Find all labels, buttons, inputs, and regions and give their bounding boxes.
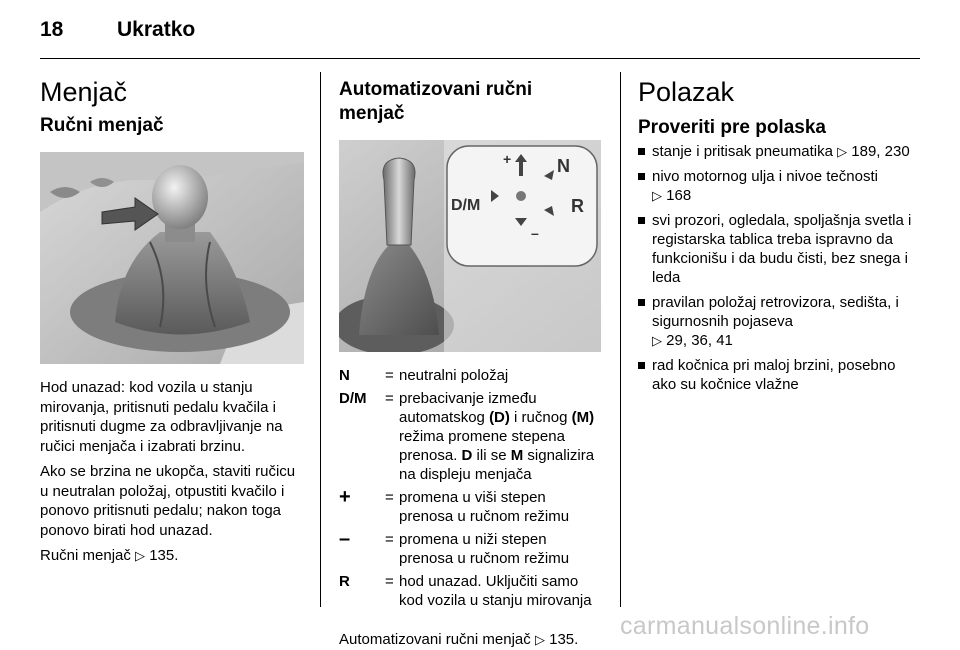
legend-text-part: i ručnog (509, 409, 572, 426)
square-bullet-icon (638, 148, 645, 155)
list-item (638, 167, 923, 205)
cross-reference-page: 135. (549, 631, 579, 648)
legend-key: + (339, 486, 351, 508)
left-column (40, 72, 304, 566)
square-bullet-icon (638, 299, 645, 306)
manual-gearshift-svg (40, 152, 304, 364)
legend-text: neutralni položaj (399, 367, 509, 384)
section-title: Automatizovani ručni menjač (339, 79, 533, 124)
legend-equals: = (385, 531, 394, 548)
image-label-plus: + (503, 151, 512, 167)
square-bullet-icon (638, 173, 645, 180)
list-item-text: rad kočnica pri maloj brzini, posebno ako su kočnice vlažne (652, 357, 896, 393)
list-item-text: pravilan položaj retrovizora, sedišta, i sigurnosnih pojaseva (652, 294, 899, 330)
checklist (638, 142, 923, 394)
list-item (638, 142, 923, 161)
legend-list (339, 366, 601, 614)
page-reference-triangle-icon: ▷ (135, 548, 146, 563)
image-label-dm: D/M (451, 197, 481, 214)
legend-text: promena u viši stepen prenosa u ručnom režimu (399, 489, 570, 525)
list-item-refs: 168 (666, 187, 692, 204)
page-reference-triangle-icon: ▷ (837, 144, 848, 159)
list-item-text: stanje i pritisak pneumatika (652, 143, 833, 160)
column-divider (320, 72, 321, 607)
section-subtitle: Proveriti pre polaska (638, 117, 826, 138)
paragraph: Hod unazad: kod vozila u stanju mirovanja, pritisnuti pedalu kvačila i pritisnuti dugme za odbravljivanje na ručici menjača i izabrati brzinu. (40, 379, 283, 455)
legend-text-part: ili se (472, 447, 511, 464)
cross-reference (40, 546, 304, 566)
column-divider (620, 72, 621, 607)
legend-equals: = (385, 573, 394, 590)
legend-equals: = (385, 390, 394, 407)
automated-gearshift-svg (339, 140, 601, 352)
header-rule (40, 58, 920, 59)
legend-text-bold: M (510, 447, 524, 464)
legend-text-part: signalizira na displeju menjača (399, 447, 595, 483)
legend-text: hod unazad. Uključiti samo kod vozila u stanju mirovanja (399, 573, 592, 609)
manual-gear-shift-illustration (40, 152, 304, 364)
automated-gear-shift-illustration (339, 140, 601, 352)
cross-reference-page: 135. (149, 547, 179, 564)
list-item (638, 356, 923, 394)
legend-text: promena u niži stepen prenosa u ručnom režimu (399, 531, 570, 567)
square-bullet-icon (638, 362, 645, 369)
legend-text-part: režima promene stepena prenosa. (399, 428, 565, 464)
page-reference-triangle-icon: ▷ (652, 188, 662, 203)
list-item (638, 293, 923, 350)
legend-text-bold: D (461, 447, 473, 464)
cross-reference (339, 630, 601, 650)
cross-reference-text: Ručni menjač (40, 547, 131, 564)
image-label-r: R (571, 196, 584, 216)
legend-equals: = (385, 367, 394, 384)
list-item-refs: 189, 230 (851, 143, 910, 160)
section-title: Menjač (40, 77, 128, 107)
chapter-title: Ukratko (117, 18, 196, 41)
legend-text-part: prebacivanje između automatskog (399, 390, 537, 426)
legend-key: – (339, 528, 351, 550)
list-item (638, 211, 923, 287)
image-label-n: N (557, 156, 570, 176)
page-header (0, 0, 960, 60)
legend-equals: = (385, 489, 394, 506)
legend-key: D/M (339, 390, 367, 407)
section-subtitle: Ručni menjač (40, 115, 164, 136)
list-item-refs: 29, 36, 41 (666, 332, 733, 349)
paragraph: Ako se brzina ne ukopča, staviti ručicu u neutralan položaj, otpustiti kvačilo i ponovo pritisnuti pedalu; nakon toga ponovo birati hod unazad. (40, 463, 296, 539)
legend-text-bold: (D) (489, 409, 510, 426)
square-bullet-icon (638, 217, 645, 224)
legend-text (399, 389, 601, 488)
middle-column (339, 72, 601, 650)
legend-key: R (339, 573, 350, 590)
legend-text-bold: (M) (571, 409, 595, 426)
page-reference-triangle-icon: ▷ (534, 632, 545, 647)
watermark: carmanualsonline.info (620, 612, 870, 640)
legend-key: N (339, 367, 350, 384)
page-reference-triangle-icon: ▷ (652, 333, 662, 348)
right-column (638, 72, 923, 400)
cross-reference-text: Automatizovani ručni menjač (339, 631, 531, 648)
list-item-text: svi prozori, ogledala, spoljašnja svetla i registarska tablica treba ispravno da funkcionišu i da budu čisti, bez snega i leda (652, 212, 912, 286)
section-title: Polazak (638, 77, 735, 107)
list-item-text: nivo motornog ulja i nivoe tečnosti (652, 168, 878, 185)
image-label-minus: – (531, 225, 539, 241)
page-number: 18 (40, 18, 64, 41)
